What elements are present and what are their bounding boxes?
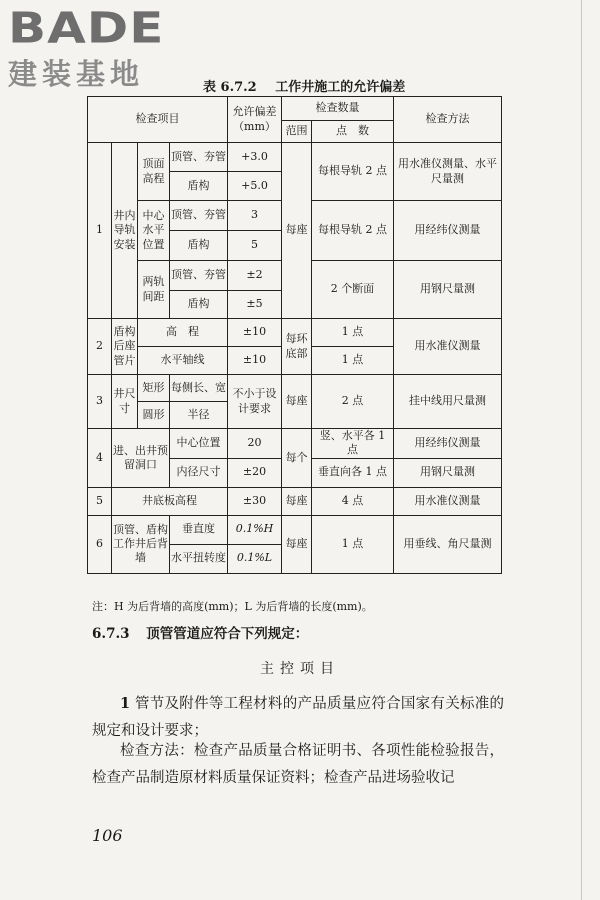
table-row: [88, 429, 502, 459]
subitem-name: 中心位置: [170, 429, 228, 459]
points-value: 2 点: [312, 375, 394, 429]
method-value: 用钢尺量测: [394, 261, 502, 319]
table-caption: 工作井施工的允许偏差: [275, 80, 406, 95]
points-value: 2 个断面: [312, 261, 394, 319]
subitem-name: 中心水平位置: [138, 201, 170, 261]
subitem-name: 水平扭转度: [170, 544, 228, 573]
tolerance-value: +5.0: [228, 172, 282, 201]
subitem-dimension: 每侧长、宽: [170, 375, 228, 402]
header-tolerance: 允许偏差（mm）: [228, 97, 282, 143]
method-value: 用水准仪测量: [394, 319, 502, 375]
tolerance-value: 0.1%H: [228, 515, 282, 544]
row-number: 5: [88, 487, 112, 515]
tolerance-value: ±5: [228, 291, 282, 319]
row-number: 3: [88, 375, 112, 429]
method-value: 挂中线用尺量测: [394, 375, 502, 429]
tolerance-value: 不小于设计要求: [228, 375, 282, 429]
paragraph-2: 检查方法：检查产品质量合格证明书、各项性能检验报告，检查产品制造原材料质量保证资料；检查产品进场验收记: [92, 743, 504, 786]
method-value: 用垂线、角尺量测: [394, 515, 502, 573]
scope-value: 每环底部: [282, 319, 312, 375]
paragraph-1: [92, 690, 504, 745]
subitem-name: 顶面高程: [138, 143, 170, 201]
header-item: 检查项目: [88, 97, 228, 143]
subitem-name: 内径尺寸: [170, 458, 228, 487]
subitem-name: 高 程: [138, 319, 228, 347]
table-note: 注：H 为后背墙的高度(mm)；L 为后背墙的长度(mm)。: [92, 600, 373, 613]
points-value: 1 点: [312, 347, 394, 375]
section-heading: [92, 622, 308, 642]
item-name: 井底板高程: [112, 487, 228, 515]
points-value: 竖、水平各 1 点: [312, 429, 394, 459]
tolerance-value: ±10: [228, 347, 282, 375]
item-name: 进、出井预留洞口: [112, 429, 170, 488]
table-row: [88, 515, 502, 544]
table-number: 表 6.7.2: [203, 80, 257, 95]
points-value: 每根导轨 2 点: [312, 143, 394, 201]
tolerance-value: 5: [228, 231, 282, 261]
table-title: [203, 76, 405, 95]
page-edge-shadow: [581, 0, 582, 900]
method-value: 用水准仪测量、水平尺量测: [394, 143, 502, 201]
subitem-method: 盾构: [170, 231, 228, 261]
tolerance-value: ±30: [228, 487, 282, 515]
table-row: [88, 375, 502, 402]
table-row: [88, 487, 502, 515]
method-value: 用水准仪测量: [394, 487, 502, 515]
method-value: 用经纬仪测量: [394, 429, 502, 459]
tolerance-value: ±2: [228, 261, 282, 291]
scope-value: 每个: [282, 429, 312, 488]
subitem-shape: 圆形: [138, 402, 170, 429]
subitem-name: 两轨间距: [138, 261, 170, 319]
table-row: [88, 143, 502, 172]
tolerance-value: 0.1%L: [228, 544, 282, 573]
scope-value: 每座: [282, 143, 312, 319]
tolerance-table: [87, 96, 502, 574]
subheading: 主控项目: [260, 661, 340, 677]
watermark-logo: [8, 3, 178, 93]
logo-text-en: BADE: [8, 3, 165, 53]
scope-value: 每座: [282, 375, 312, 429]
header-row: [88, 97, 502, 121]
points-value: 1 点: [312, 515, 394, 573]
tolerance-value: 20: [228, 429, 282, 459]
points-value: 每根导轨 2 点: [312, 201, 394, 261]
header-quantity: 检查数量: [282, 97, 394, 121]
table-row: [88, 319, 502, 347]
subitem-method: 顶管、夯管: [170, 143, 228, 172]
item-name: 井内导轨安装: [112, 143, 138, 319]
scope-value: 每座: [282, 515, 312, 573]
subitem-shape: 矩形: [138, 375, 170, 402]
subitem-name: 垂直度: [170, 515, 228, 544]
subitem-method: 盾构: [170, 291, 228, 319]
tolerance-value: +3.0: [228, 143, 282, 172]
item-name: 顶管、盾构工作井后背墙: [112, 515, 170, 573]
paragraph-text: 管节及附件等工程材料的产品质量应符合国家有关标准的规定和设计要求；: [92, 696, 505, 739]
header-method: 检查方法: [394, 97, 502, 143]
section-text: 顶管管道应符合下列规定：: [146, 626, 309, 642]
tolerance-value: 3: [228, 201, 282, 231]
page-number: 106: [92, 826, 123, 845]
item-name: 井尺寸: [112, 375, 138, 429]
tolerance-value: ±10: [228, 319, 282, 347]
header-points: 点 数: [312, 121, 394, 143]
points-value: 1 点: [312, 319, 394, 347]
row-number: 6: [88, 515, 112, 573]
subitem-method: 盾构: [170, 172, 228, 201]
subitem-dimension: 半径: [170, 402, 228, 429]
points-value: 4 点: [312, 487, 394, 515]
scope-value: 每座: [282, 487, 312, 515]
tolerance-value: ±20: [228, 458, 282, 487]
subitem-method: 顶管、夯管: [170, 261, 228, 291]
method-value: 用经纬仪测量: [394, 201, 502, 261]
row-number: 4: [88, 429, 112, 488]
subitem-name: 水平轴线: [138, 347, 228, 375]
paragraph-number: 1: [120, 695, 131, 712]
item-name: 盾构后座管片: [112, 319, 138, 375]
logo-text-cn: 建装基地: [8, 57, 145, 91]
section-number: 6.7.3: [92, 626, 130, 642]
header-scope: 范围: [282, 121, 312, 143]
points-value: 垂直向各 1 点: [312, 458, 394, 487]
method-value: 用钢尺量测: [394, 458, 502, 487]
subitem-method: 顶管、夯管: [170, 201, 228, 231]
row-number: 2: [88, 319, 112, 375]
row-number: 1: [88, 143, 112, 319]
